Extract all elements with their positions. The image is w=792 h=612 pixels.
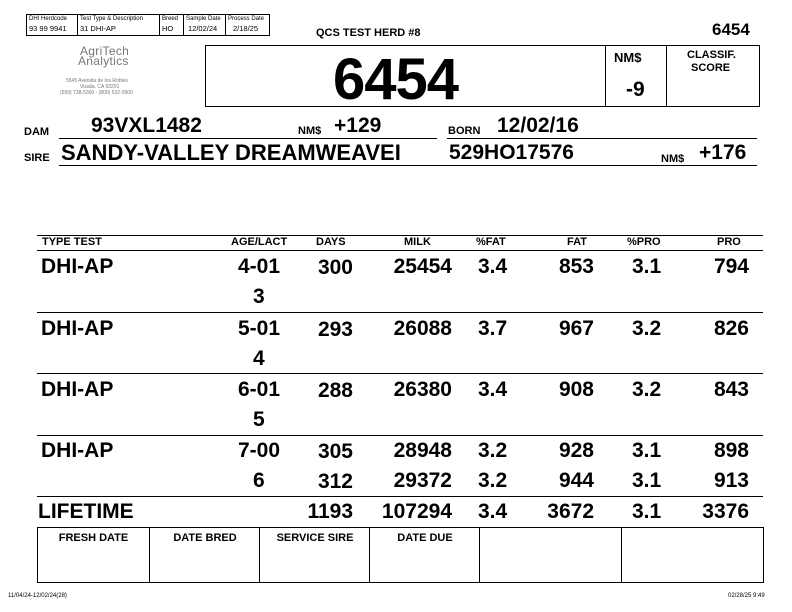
nm-divider xyxy=(605,45,606,107)
record-pct-fat: 3.7 xyxy=(478,317,508,340)
record-days: 305 xyxy=(317,440,353,463)
record-type: DHI-AP xyxy=(41,317,114,340)
col-header-pct-fat: %FAT xyxy=(476,236,506,248)
record-lact: 4 xyxy=(253,347,265,370)
record-pct-pro: 3.2 xyxy=(632,378,662,401)
herdcode-label: DHI Herdcode xyxy=(29,16,68,22)
record-milk: 28948 xyxy=(393,439,452,462)
col-header-milk: MILK xyxy=(404,236,431,248)
process-date-label: Process Date xyxy=(228,16,265,22)
header-info-box xyxy=(26,14,270,36)
cow-id-box xyxy=(205,45,760,107)
col-header-age-lact: AGE/LACT xyxy=(231,236,288,248)
nm-value: -9 xyxy=(626,78,645,101)
sample-date-cell xyxy=(183,15,226,35)
record-fat: 908 xyxy=(558,378,594,401)
classif-label: CLASSIF. xyxy=(687,49,736,61)
record-days: 312 xyxy=(317,470,353,493)
record-pro: 913 xyxy=(713,469,749,492)
dam-nm-value: +129 xyxy=(334,114,382,137)
service-sire-header: SERVICE SIRE xyxy=(276,532,354,544)
lifetime-milk: 107294 xyxy=(381,500,452,523)
record-pct-pro: 3.1 xyxy=(632,439,662,462)
sire-code: 529HO17576 xyxy=(449,141,574,164)
logo-line1: AgriTech xyxy=(80,44,130,58)
date-bred-column xyxy=(149,528,260,582)
record-pct-pro: 3.1 xyxy=(632,469,662,492)
logo-address2: Visalia, CA 93291 xyxy=(80,84,120,90)
record-pro: 898 xyxy=(713,439,749,462)
sire-nm-label: NM$ xyxy=(661,153,685,165)
record-fat: 928 xyxy=(558,439,594,462)
record-pct-pro: 3.2 xyxy=(632,317,662,340)
record-milk: 26088 xyxy=(393,317,452,340)
record-separator xyxy=(37,496,763,497)
sire-label: SIRE xyxy=(24,152,50,164)
record-fat: 967 xyxy=(558,317,594,340)
lifetime-fat: 3672 xyxy=(547,500,594,523)
test-type-value: 31 DHI-AP xyxy=(80,24,116,33)
classif-divider xyxy=(666,45,667,107)
herdcode-value: 93 99 9941 xyxy=(29,24,67,33)
record-pct-fat: 3.4 xyxy=(478,255,508,278)
test-type-label: Test Type & Description xyxy=(80,16,143,22)
record-pct-fat: 3.2 xyxy=(478,439,508,462)
born-label: BORN xyxy=(448,125,481,137)
footer-test-period: 11/04/24-12/02/24(28) xyxy=(8,593,67,599)
record-pro: 826 xyxy=(713,317,749,340)
footer-print-timestamp: 02/28/25 9:49 xyxy=(728,593,765,599)
sire-nm-value: +176 xyxy=(699,141,747,164)
lifetime-days: 1193 xyxy=(307,500,353,523)
record-fat: 853 xyxy=(558,255,594,278)
record-fat: 944 xyxy=(558,469,594,492)
lifetime-pct-pro: 3.1 xyxy=(632,500,662,523)
breed-cell xyxy=(159,15,184,35)
sire-name: SANDY-VALLEY DREAMWEAVEI xyxy=(61,140,401,165)
cow-id: 6454 xyxy=(333,47,459,112)
record-milk: 26380 xyxy=(393,378,452,401)
record-days: 300 xyxy=(317,256,353,279)
record-milk: 25454 xyxy=(393,255,452,278)
record-separator xyxy=(37,312,763,313)
record-pro: 843 xyxy=(713,378,749,401)
breeding-grid xyxy=(37,527,764,583)
record-milk: 29372 xyxy=(393,469,452,492)
record-separator xyxy=(37,435,763,436)
logo-phone: (559) 738-5300 - (800) 532-0900 xyxy=(60,90,133,96)
breed-label: Breed xyxy=(162,16,179,22)
blank-column xyxy=(621,528,764,582)
record-type: DHI-AP xyxy=(41,255,114,278)
dam-nm-label: NM$ xyxy=(298,125,322,137)
sample-date-value: 12/02/24 xyxy=(188,24,218,33)
record-pro: 794 xyxy=(713,255,749,278)
dam-id: 93VXL1482 xyxy=(91,114,202,137)
record-type: DHI-AP xyxy=(41,439,114,462)
process-date-cell xyxy=(225,15,270,35)
record-days: 293 xyxy=(317,318,353,341)
nm-label: NM$ xyxy=(614,50,642,65)
dam-underline xyxy=(59,138,437,139)
col-header-pct-pro: %PRO xyxy=(627,236,661,248)
process-date-value: 2/18/25 xyxy=(233,24,259,33)
company-logo xyxy=(58,44,178,104)
breed-value: HO xyxy=(162,24,174,33)
record-lact: 6 xyxy=(253,469,265,492)
record-lact: 3 xyxy=(253,285,265,308)
col-header-days: DAYS xyxy=(316,236,346,248)
test-type-cell xyxy=(77,15,160,35)
record-type: DHI-AP xyxy=(41,378,114,401)
col-header-fat: FAT xyxy=(567,236,587,248)
fresh-date-column xyxy=(38,528,149,582)
record-age: 4-01 xyxy=(238,255,281,278)
logo-line2: Analytics xyxy=(78,54,129,68)
blank-column xyxy=(479,528,622,582)
logo-address1: 5545 Avenida de los Robles xyxy=(66,78,128,84)
lifetime-label: LIFETIME xyxy=(38,500,134,523)
record-age: 5-01 xyxy=(238,317,281,340)
date-due-header: DATE DUE xyxy=(397,532,453,544)
record-separator xyxy=(37,373,763,374)
herdcode-cell xyxy=(27,15,77,35)
score-label: SCORE xyxy=(691,62,731,74)
record-age: 6-01 xyxy=(238,378,281,401)
record-days: 288 xyxy=(317,379,353,402)
lifetime-pro: 3376 xyxy=(702,500,749,523)
dam-label: DAM xyxy=(24,126,50,138)
fresh-date-header: FRESH DATE xyxy=(58,532,129,544)
col-header-type-test: TYPE TEST xyxy=(42,236,102,248)
sire-underline xyxy=(59,165,757,166)
record-pct-pro: 3.1 xyxy=(632,255,662,278)
sample-date-label: Sample Date xyxy=(186,16,221,22)
top-right-id: 6454 xyxy=(712,20,750,39)
date-bred-header: DATE BRED xyxy=(173,532,237,544)
herd-title: QCS TEST HERD #8 xyxy=(316,27,421,39)
lifetime-pct-fat: 3.4 xyxy=(478,500,508,523)
service-sire-column xyxy=(259,528,370,582)
table-header-rule xyxy=(37,250,763,251)
col-header-pro: PRO xyxy=(717,236,741,248)
record-lact: 5 xyxy=(253,408,265,431)
date-due-column xyxy=(369,528,480,582)
born-underline xyxy=(447,138,757,139)
record-pct-fat: 3.2 xyxy=(478,469,508,492)
record-pct-fat: 3.4 xyxy=(478,378,508,401)
born-date: 12/02/16 xyxy=(497,114,579,137)
record-age: 7-00 xyxy=(238,439,281,462)
